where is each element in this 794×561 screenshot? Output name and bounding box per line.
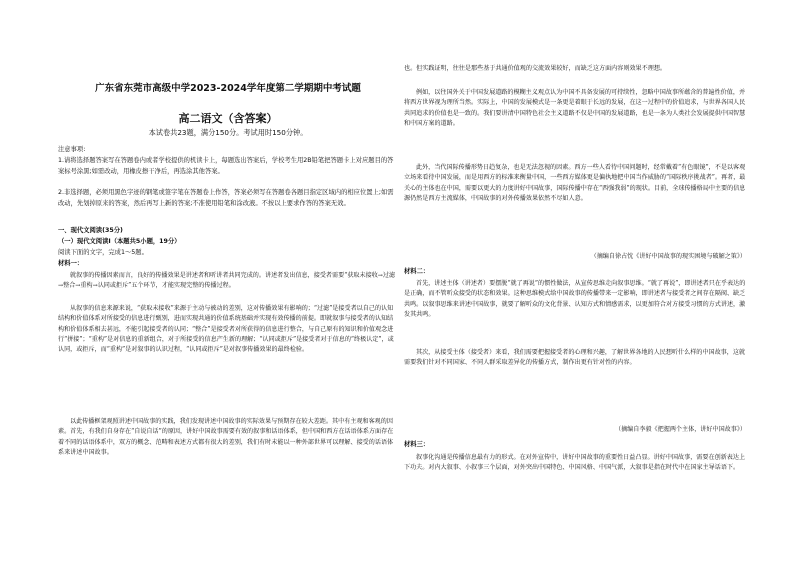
material-2-label: 材料二： <box>404 268 430 275</box>
exam-subtitle: 高二语文（含答案） <box>178 112 278 125</box>
exam-title: 广东省东莞市高级中学2023-2024学年度第二学期期中考试题 <box>95 83 361 94</box>
reading-instruction: 阅读下面的文字，完成1～5题。 <box>58 249 148 256</box>
m3-paragraph: 叙事化沟通是传播信息最有力的形式。在对外宣传中，讲好中国故事的重要性日益凸显。讲好中国故事，需要在创新表达上下功夫。对内大叙事、小叙事三个层面，对外突出中国特色、中国风格、中国气派，大叙事是指在时代中在国家主导话语下。 <box>404 454 746 472</box>
source-citation-1: （摘编自徐占忱《讲好中国故事的现实困境与破解之策》） <box>590 253 746 260</box>
material-1-label: 材料一： <box>58 260 84 267</box>
left-paragraph: 从叙事的信息来源来说，“获取未接收”来源于主动与被动的差别，这对传播效果有影响的；“过滤”是接受者以自己的认知结构和价值体系对所接受的信息进行甄别，进而实现共通的价值系统基础并实现有效传播的前提。即就叙事与接受者的认知结构和价值体系相去甚远，不能引起接受者的认同；“整合”是接受者对所获得的信息进行整合，与自己原有的知识和价值观念进行“拼接”；“重构”是对信息的重新组合，对于所接受的信息产生新的理解；“认同或拒斥”是接受者对于信息的“终极认定”，或认同，或拒斥，而“重构”是对叙事的认识过程，“认同或拒斥”是对叙事传播效果的最终检验。 <box>58 305 394 354</box>
notes-item-1: 1.请将选择题答案写在答题卷内或者学校提供的机读卡上，每题选出答案后，学校考生用2B铅笔把答题卡上对应题目的答案标号涂黑;如需改动，用橡皮擦干净后，再选涂其他答案。 <box>58 157 394 175</box>
left-paragraph: 以此传播框架观照讲述中国故事的实践，我们发现讲述中国故事的实际效果与预期存在较大差距。其中有主观和客观的因素。首先，有我们自身存在“自说自话”的原因，讲好中国故事需要有效的叙事和话语体系，但中国和西方在话语体系方面存在着不同的话语体系中，双方的概念、范畴和表述方式都有很大的差别，我们有时未能以一种外部世界可以理解、接受的话语体系来讲述中国故事。 <box>58 418 394 456</box>
right-paragraph: 例如，以往国外关于中国发展道路的模糊主义观点认为中国不具备发展的可持续性，忽略中国故事所蕴含的普遍性价值，并将西方世界视为理所当然。实际上，中国的发展模式是一条更是着眼于长远的发展，在这一过程中的价值追求，与世界各国人民共同追求的价值也是一致的。我们要讲清中国特色社会主义道路不仅是中国的发展道路，也是一条为人类社会发展提供中国智慧和中国方案的道路。 <box>404 89 746 127</box>
notes-heading: 注意事项: <box>58 146 86 153</box>
source-citation-2: （摘编自李毅《把握两个主体，讲好中国故事》） <box>614 426 746 433</box>
left-paragraph: 就叙事的传播因素而言，良好的传播效果是讲述者和听讲者共同完成的。讲述者发出信息，接受者需要“获取未接收→过滤→整合→重构→认同或拒斥”五个环节，才能实现完整的传播过程。 <box>58 272 396 290</box>
right-paragraph: 也。但实践证明，往往是那些基于共通价值观的交流效果较好，而缺乏这方面内容则效果不理想。 <box>404 65 667 72</box>
notes-item-2: 2.非选择题，必须用黑色字迹的钢笔或签字笔在答题卷上作答，答案必须写在答题卷各题目指定区域内的相应位置上;如需改动，先划掉原来的答案，然后再写上新的答案;不准使用铅笔和涂改液。不按以上要求作答的答案无效。 <box>58 189 394 207</box>
m2-paragraph: 首先，讲述主体（讲述者）要摆脱“就了再说”的惯性做法，从宣传思维走向叙事思维。“就了再说”，即讲述者只在乎表达的是正确，而不管听众接受的状态和效果。这种思维模式给中国故事的传播带来一定影响，即讲述者与接受者之间存在隔阂、缺乏共鸣。以叙事思维来讲述中国故事，就要了解听众的文化背景、认知方式和情感需求，以更加符合对方接受习惯的方式讲述，激发其共鸣。 <box>404 280 746 318</box>
m2-paragraph: 其次，从接受主体（接受者）来看，我们需要把握接受者的心理和兴趣，了解世界各地的人民想听什么样的中国故事，这就需要我们针对不同国家、不同人群采取差异化的传播方式，制作出更有针对性的内容。 <box>404 349 746 367</box>
subsection-heading: （一）现代文阅读Ⅰ（本题共5小题，19分） <box>58 238 181 245</box>
section-heading: 一、现代文阅读(35分) <box>58 227 123 234</box>
material-3-label: 材料三： <box>404 441 430 448</box>
exam-meta: 本试卷共23题，满分150分。考试用时150分钟。 <box>148 128 308 137</box>
right-paragraph: 此外，当代国际传播形势日趋复杂，也是无法忽视的因素。西方一些人看待中国问题时，经常戴着“有色眼镜”，不是以客观立场来看待中国发展，而是用西方的标准来衡量中国，一些西方媒体更是偏执地把中国当作威胁的“国际秩序挑战者”。再者，最关心的主体也在中国，需要以更大的力度讲好中国故事，国际传播中存在“西强我弱”的现状。目前，全球传播格局中主要的信息源仍然是西方主流媒体，中国故事的对外传播效果依然不尽如人意。 <box>404 164 746 202</box>
